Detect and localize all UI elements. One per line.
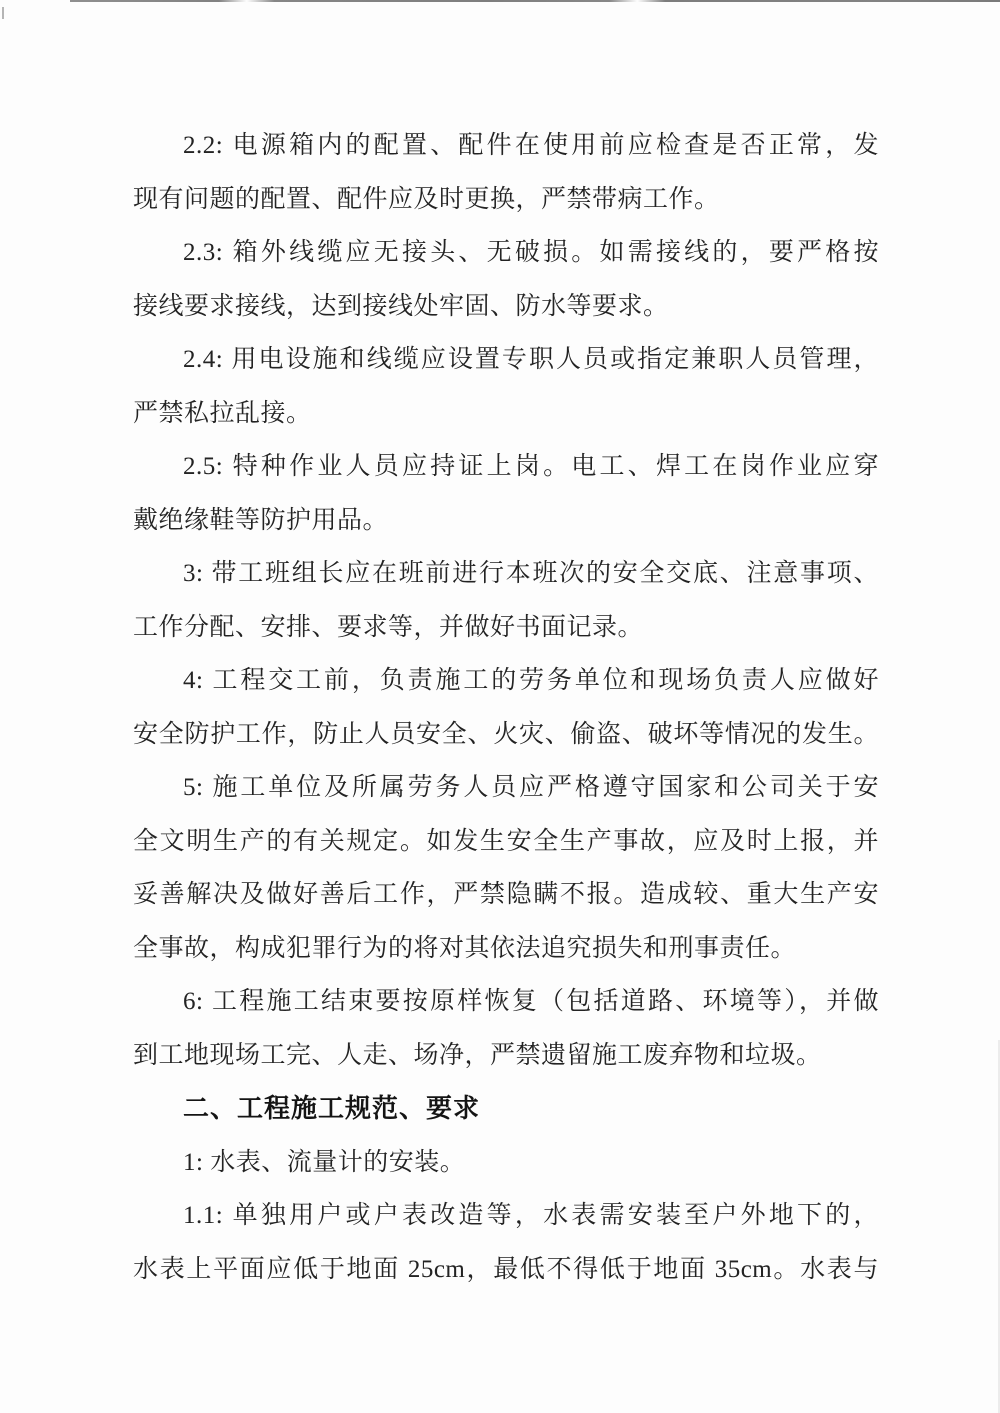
paragraph (133, 1136, 879, 1190)
document-body (133, 119, 879, 1296)
text-line: 现有问题的配置、配件应及时更换，严禁带病工作。 (133, 185, 720, 213)
text-line: 工作分配、安排、要求等，并做好书面记录。 (133, 613, 644, 641)
paragraph (133, 440, 879, 547)
paragraph (133, 1189, 879, 1296)
text-line: 1: 水表、流量计的安装。 (183, 1148, 466, 1176)
text-line: 2.2: 电源箱内的配置、配件在使用前应检查是否正常，发 (183, 132, 879, 159)
text-line: 2.4: 用电设施和线缆应设置专职人员或指定兼职人员管理， (183, 346, 879, 373)
paragraph (133, 975, 879, 1082)
text-line: 妥善解决及做好善后工作，严禁隐瞒不报。造成较、重大生产安 (133, 881, 879, 908)
text-line: 戴绝缘鞋等防护用品。 (133, 506, 389, 534)
paragraph (133, 119, 879, 226)
text-line: 6: 工程施工结束要按原样恢复（包括道路、环境等），并做 (183, 988, 879, 1015)
text-line: 水表上平面应低于地面 25cm，最低不得低于地面 35cm。水表与 (133, 1255, 879, 1283)
text-line: 3: 带工班组长应在班前进行本班次的安全交底、注意事项、 (183, 560, 879, 587)
text-line: 全文明生产的有关规定。如发生安全生产事故，应及时上报，并 (133, 827, 879, 855)
scan-artifact-top-edge (70, 0, 1000, 2)
text-line: 1.1: 单独用户或户表改造等，水表需安装至户外地下的， (183, 1202, 879, 1229)
text-line: 接线要求接线，达到接线处牢固、防水等要求。 (133, 292, 669, 320)
paragraph (133, 761, 879, 975)
paragraph (133, 654, 879, 761)
text-line: 严禁私拉乱接。 (133, 399, 312, 427)
text-line: 5: 施工单位及所属劳务人员应严格遵守国家和公司关于安 (183, 774, 879, 801)
paragraph (133, 547, 879, 654)
text-line: 2.5: 特种作业人员应持证上岗。电工、焊工在岗作业应穿 (183, 453, 879, 480)
text-line: 全事故，构成犯罪行为的将对其依法追究损失和刑事责任。 (133, 934, 797, 962)
text-line: 2.3: 箱外线缆应无接头、无破损。如需接线的，要严格按 (183, 239, 879, 266)
paragraph (133, 226, 879, 333)
scan-artifact-left-tick (2, 7, 4, 19)
text-line: 4: 工程交工前，负责施工的劳务单位和现场负责人应做好 (183, 667, 879, 694)
text-line: 二、工程施工规范、要求 (183, 1094, 481, 1123)
paragraph (133, 333, 879, 440)
text-line: 到工地现场工完、人走、场净，严禁遗留施工废弃物和垃圾。 (133, 1041, 822, 1069)
section-heading (133, 1082, 879, 1136)
text-line: 安全防护工作，防止人员安全、火灾、偷盗、破坏等情况的发生。 (133, 720, 879, 748)
